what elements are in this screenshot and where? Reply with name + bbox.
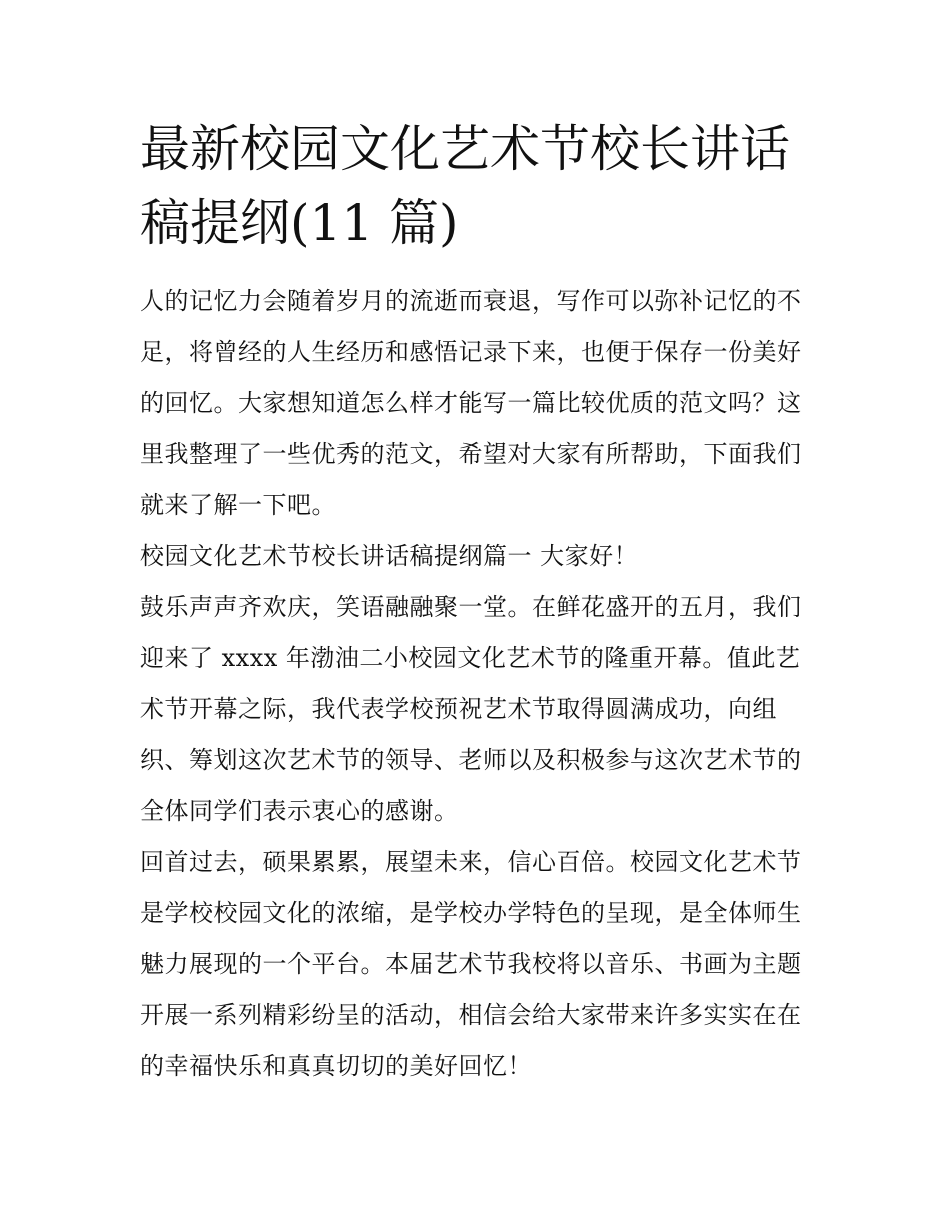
body-text-line: 迎来了 xxxx 年渤油二小校园文化艺术节的隆重开幕。值此艺 [140,644,801,672]
document-page [140,112,812,1092]
title-line: 最新校园文化艺术节校长讲话 [140,120,790,178]
document-body [140,276,812,1092]
body-text-line: 魅力展现的一个平台。本届艺术节我校将以音乐、书画为主题 [140,950,802,978]
section-heading-line: 校园文化艺术节校长讲话稿提纲篇一 大家好！ [140,542,639,570]
body-text-line: 术节开幕之际，我代表学校预祝艺术节取得圆满成功，向组 [140,695,777,723]
body-text-line: 就来了解一下吧。 [140,491,336,519]
body-text-line: 是学校校园文化的浓缩，是学校办学特色的呈现，是全体师生 [140,899,802,927]
document-title [140,112,812,260]
body-text-line: 开展一系列精彩纷呈的活动，相信会给大家带来许多实实在在 [140,1001,802,1029]
body-text-line: 里我整理了一些优秀的范文，希望对大家有所帮助，下面我们 [140,440,802,468]
body-text-line: 回首过去，硕果累累，展望未来，信心百倍。校园文化艺术节 [140,848,802,876]
body-text-line: 织、筹划这次艺术节的领导、老师以及积极参与这次艺术节的 [140,746,802,774]
body-text-line: 鼓乐声声齐欢庆，笑语融融聚一堂。在鲜花盛开的五月，我们 [140,593,802,621]
title-line: 稿提纲(11 篇) [140,194,459,252]
body-text-line: 足，将曾经的人生经历和感悟记录下来，也便于保存一份美好 [140,338,802,366]
body-text-line: 的幸福快乐和真真切切的美好回忆！ [140,1052,532,1080]
body-text-line: 的回忆。大家想知道怎么样才能写一篇比较优质的范文吗？这 [140,389,802,417]
body-text-line: 人的记忆力会随着岁月的流逝而衰退，写作可以弥补记忆的不 [140,287,802,315]
body-text-line: 全体同学们表示衷心的感谢。 [140,797,459,825]
